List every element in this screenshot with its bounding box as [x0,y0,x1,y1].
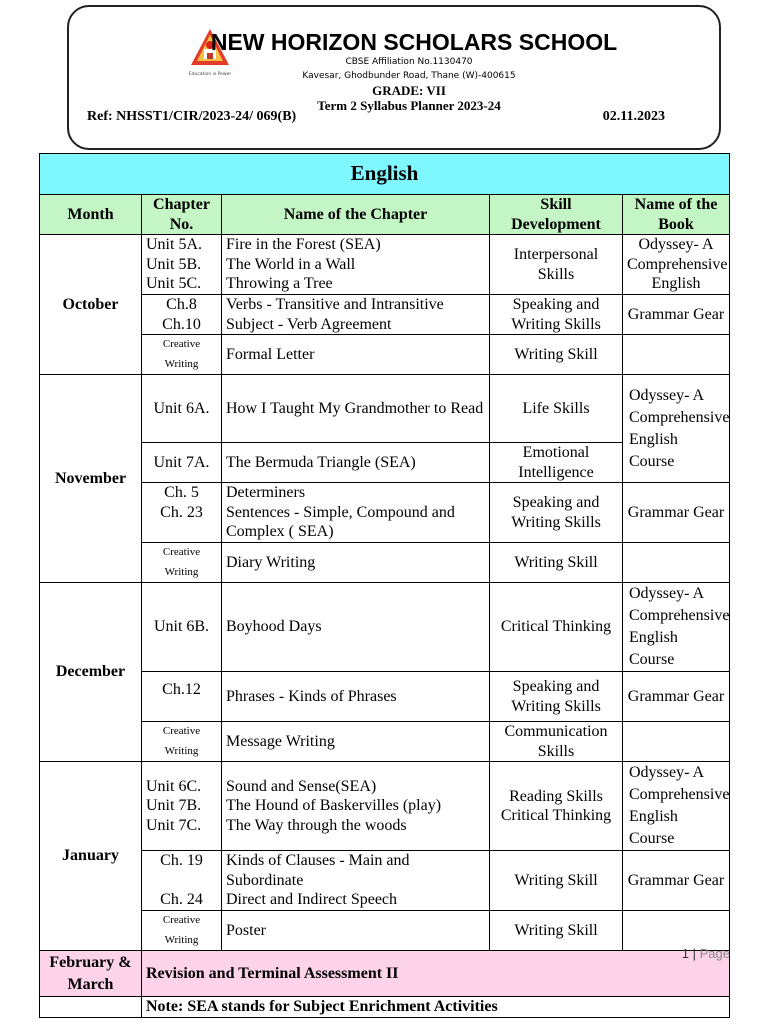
book-name-empty [623,911,730,951]
chapter-name: Verbs - Transitive and Intransitive Subject - Verb Agreement [222,295,490,335]
chapter-name: Boyhood Days [222,583,490,672]
month-january: January [40,762,142,951]
school-name: NEW HORIZON SCHOLARS SCHOOL [210,29,618,55]
chapter-name: Poster [222,911,490,951]
chapter-no: Creative Writing [142,722,222,762]
affiliation: CBSE Affiliation No.1130470 [345,57,473,67]
month-october: October [40,235,142,375]
book-name: Grammar Gear [623,295,730,335]
month-november: November [40,375,142,583]
chapter-no: Unit 5A. Unit 5B. Unit 5C. [142,235,222,295]
chapter-name: Sound and Sense(SEA) The Hound of Baskervilles (play) The Way through the woods [222,762,490,851]
skill: Interpersonal Skills [490,235,623,295]
book-name: Odyssey- A Comprehensive English [623,235,730,295]
subject-row [40,154,730,195]
book-name: Odyssey- A Comprehensive English Course [623,375,730,483]
chapter-no: Unit 6C. Unit 7B. Unit 7C. [142,762,222,851]
page-separator: | [689,946,700,961]
chapter-no: Unit 6A. [142,375,222,443]
book-name: Grammar Gear [623,851,730,911]
book-name: Odyssey- A Comprehensive English Course [623,583,730,672]
header-box [67,5,721,150]
book-name: Odyssey- A Comprehensive English Course [623,762,730,851]
page-footer [682,946,730,961]
reference-number: Ref: NHSST1/CIR/2023-24/ 069(B) [87,109,297,124]
chapter-name: Message Writing [222,722,490,762]
skill: Speaking and Writing Skills [490,672,623,722]
chapter-no: Ch.8 Ch.10 [142,295,222,335]
grade: GRADE: VII [372,83,446,98]
note-empty-cell [40,997,142,1018]
table-header-row [40,195,730,235]
table-row [40,235,730,295]
skill: Speaking and Writing Skills [490,483,623,543]
table-row [40,762,730,851]
chapter-name: Formal Letter [222,335,490,375]
skill: Writing Skill [490,335,623,375]
table-row [40,583,730,672]
table-row [40,295,730,335]
table-row [40,722,730,762]
chapter-name: Diary Writing [222,543,490,583]
circular-date: 02.11.2023 [602,109,665,124]
chapter-name: Fire in the Forest (SEA) The World in a Wall Throwing a Tree [222,235,490,295]
chapter-name: Determiners Sentences - Simple, Compound and Complex ( SEA) [222,483,490,543]
chapter-no: Ch.12 [142,672,222,722]
address: Kavesar, Ghodbunder Road, Thane (W)-400615 [302,71,516,81]
book-name: Grammar Gear [623,483,730,543]
chapter-name: Phrases - Kinds of Phrases [222,672,490,722]
chapter-no: Ch. 5 Ch. 23 [142,483,222,543]
header-chapter-name: Name of the Chapter [222,195,490,235]
skill: Reading Skills Critical Thinking [490,762,623,851]
book-name-empty [623,722,730,762]
skill: Life Skills [490,375,623,443]
sea-note: Note: SEA stands for Subject Enrichment Activities [142,997,730,1018]
table-row [40,951,730,997]
table-row [40,851,730,911]
revision-text: Revision and Terminal Assessment II [142,951,730,997]
skill: Emotional Intelligence [490,443,623,483]
book-name-empty [623,543,730,583]
table-row [40,375,730,443]
chapter-no: Creative Writing [142,911,222,951]
book-name-empty [623,335,730,375]
term-title: Term 2 Syllabus Planner 2023-24 [317,98,501,113]
chapter-name: Kinds of Clauses - Main and Subordinate Direct and Indirect Speech [222,851,490,911]
page-label: Page [699,946,730,961]
skill: Writing Skill [490,911,623,951]
logo-motto: Education is Power [189,72,231,77]
month-december: December [40,583,142,762]
header-book: Name of the Book [623,195,730,235]
skill: Writing Skill [490,543,623,583]
header-chapter-no: Chapter No. [142,195,222,235]
chapter-no: Unit 7A. [142,443,222,483]
skill: Speaking and Writing Skills [490,295,623,335]
month-feb-march: February & March [40,951,142,997]
note-row [40,997,730,1018]
skill: Critical Thinking [490,583,623,672]
table-row [40,483,730,543]
table-row [40,911,730,951]
chapter-no: Unit 6B. [142,583,222,672]
chapter-no: Ch. 19 Ch. 24 [142,851,222,911]
chapter-no: Creative Writing [142,543,222,583]
table-row [40,543,730,583]
skill: Writing Skill [490,851,623,911]
chapter-name: How I Taught My Grandmother to Read [222,375,490,443]
book-name: Grammar Gear [623,672,730,722]
chapter-name: The Bermuda Triangle (SEA) [222,443,490,483]
table-row [40,335,730,375]
chapter-no: Creative Writing [142,335,222,375]
syllabus-table [39,153,730,1018]
header-month: Month [40,195,142,235]
skill: Communication Skills [490,722,623,762]
subject-title: English [40,154,730,195]
page-number: 1 [681,946,690,961]
table-row [40,672,730,722]
header-skill: Skill Development [490,195,623,235]
